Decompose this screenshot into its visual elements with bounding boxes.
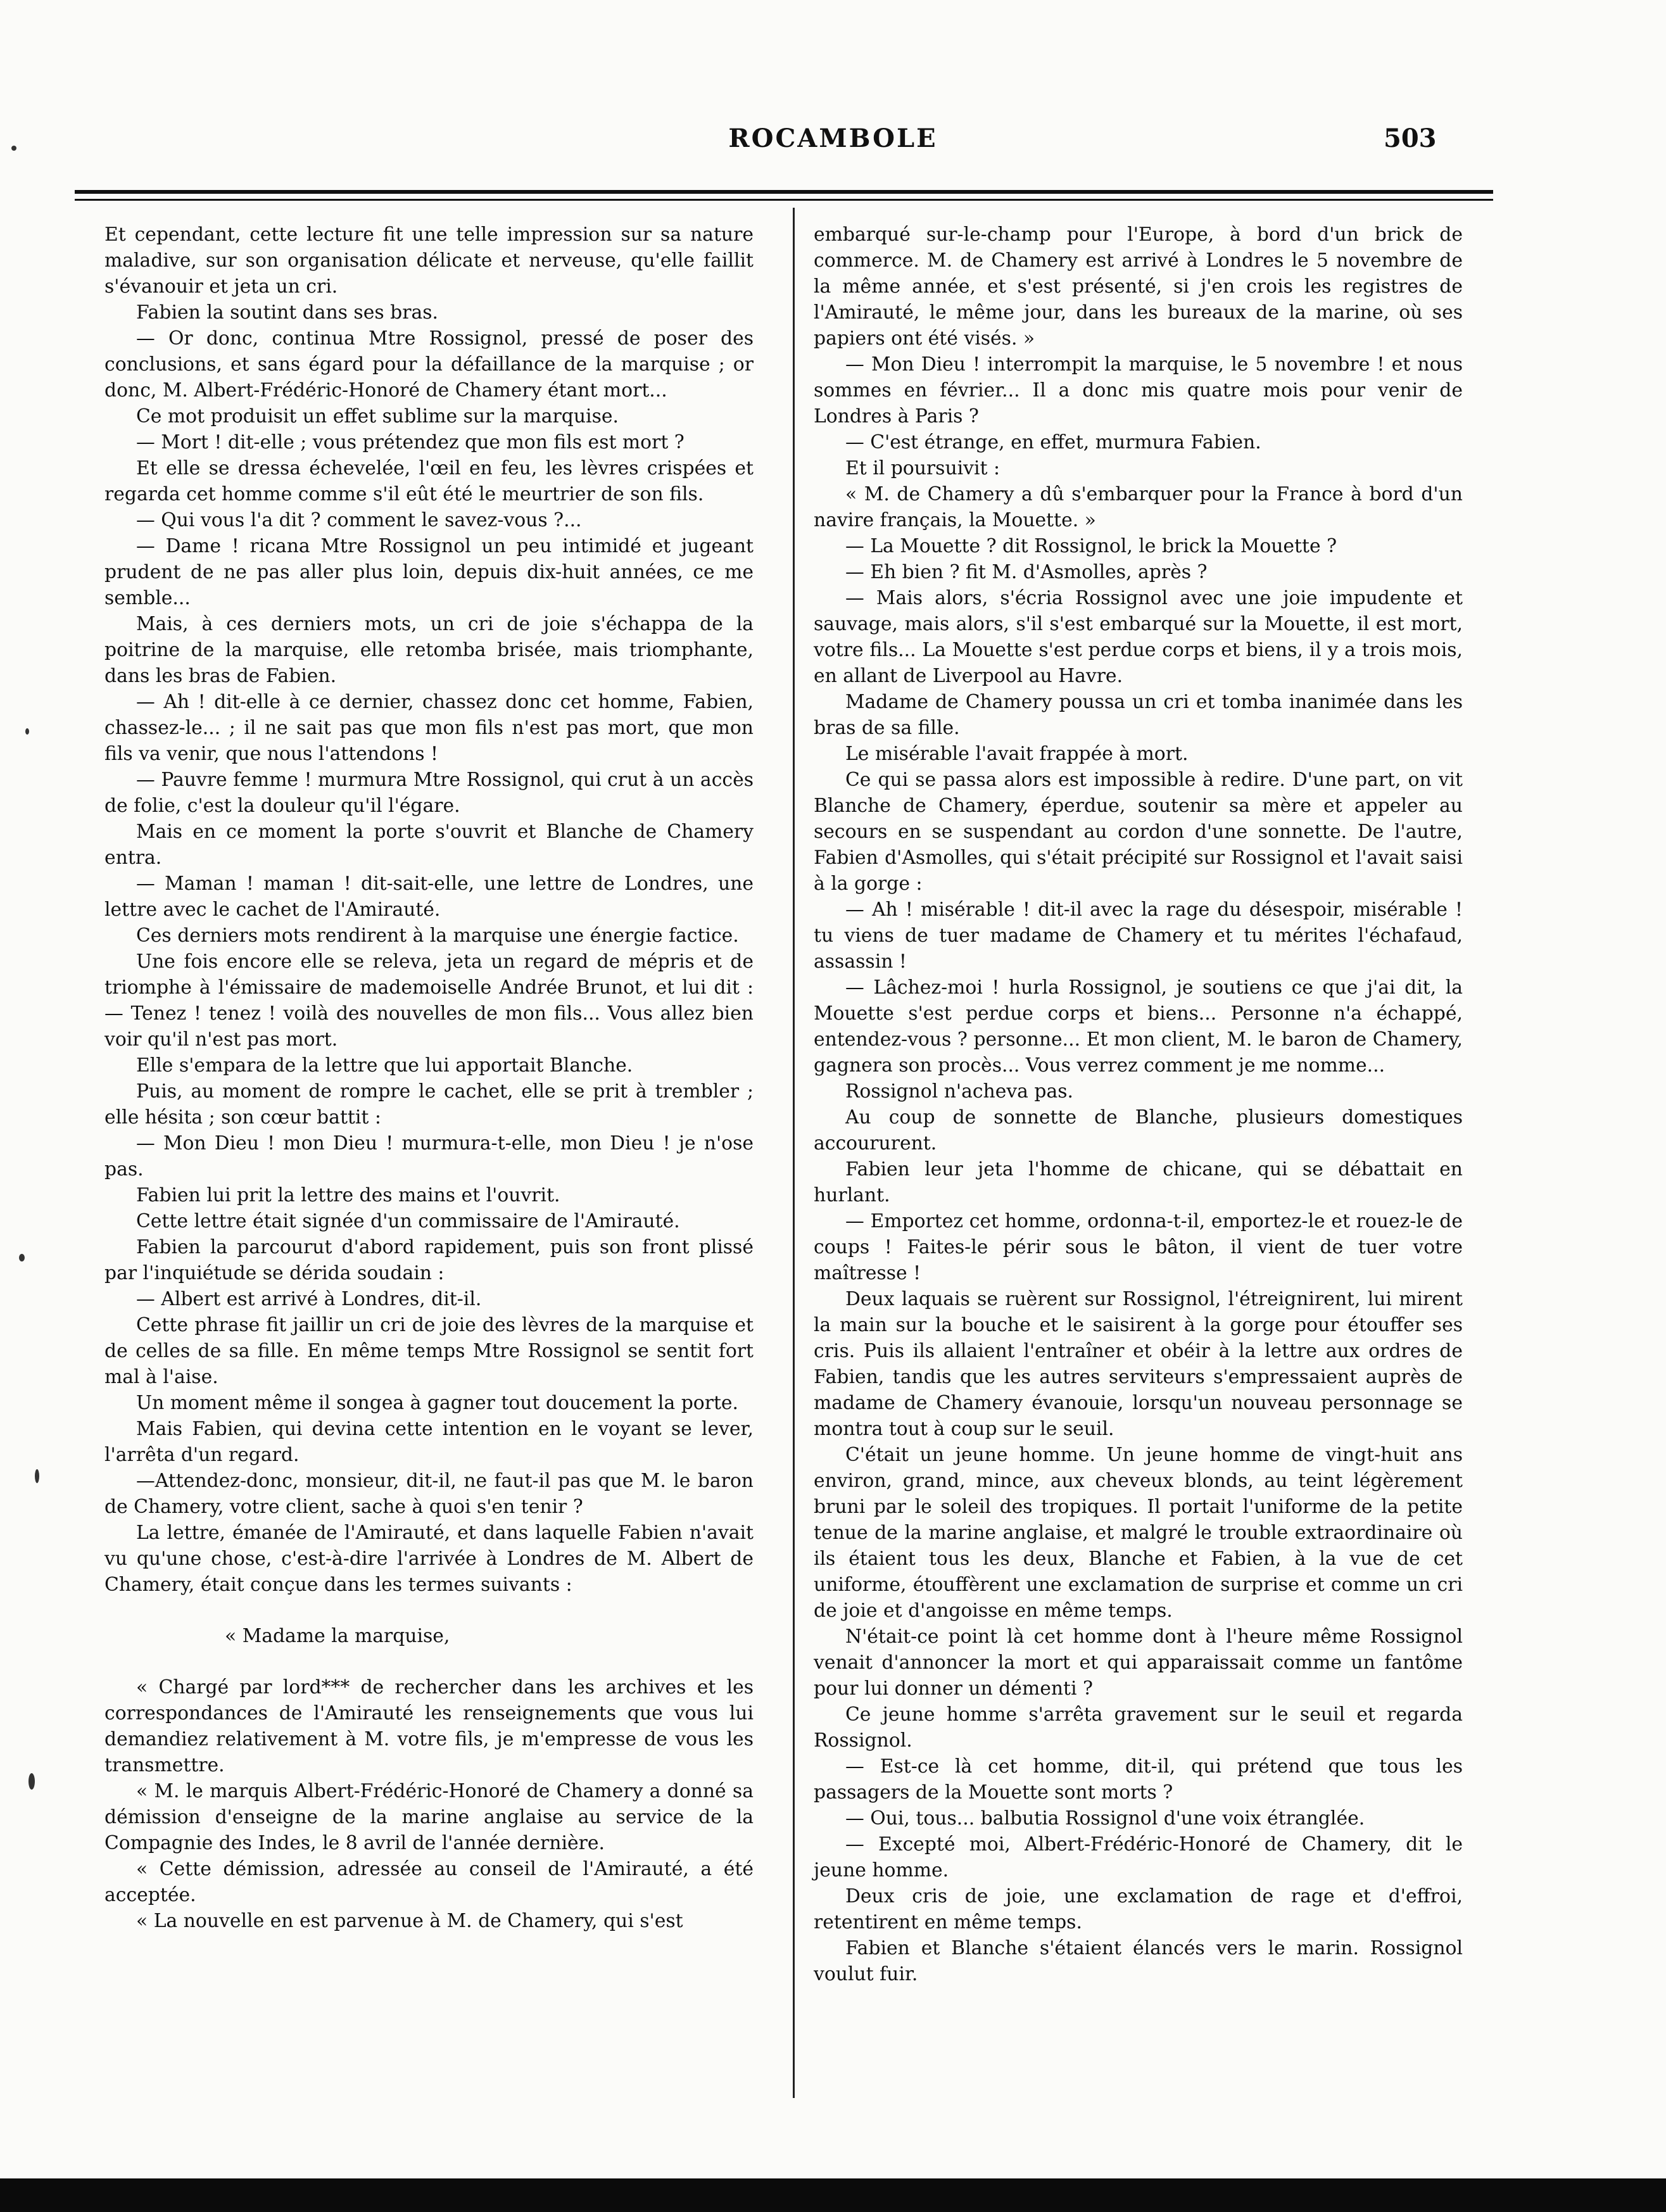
paragraph: — Lâchez-moi ! hurla Rossignol, je soutiens ce que j'ai dit, la Mouette s'est perdue corps et biens... Personne n'a échappé, entendez-vous ? personne... Et mon client, M. le baron de Chamery, gagnera son procès... Vous verrez comment je me nomme...: [814, 976, 1463, 1077]
header-rule-thick: [75, 190, 1493, 194]
paragraph: Mais, à ces derniers mots, un cri de joie s'échappa de la poitrine de la marquise, elle retomba brisée, mais triomphante, dans les bras de Fabien.: [104, 613, 754, 687]
paragraph: Fabien et Blanche s'étaient élancés vers le marin. Rossignol voulut fuir.: [814, 1937, 1463, 1985]
paragraph: — Dame ! ricana Mtre Rossignol un peu intimidé et jugeant prudent de ne pas aller plus loin, depuis dix-huit années, ce me semble...: [104, 535, 754, 609]
paragraph: « M. de Chamery a dû s'embarquer pour la France à bord d'un navire français, la Mouette. »: [814, 483, 1463, 531]
scan-speck: [28, 1773, 35, 1790]
paragraph: Puis, au moment de rompre le cachet, elle se prit à trembler ; elle hésita ; son cœur battit :: [104, 1080, 754, 1128]
column-divider: [793, 208, 795, 2098]
paragraph: Et cependant, cette lecture fit une telle impression sur sa nature maladive, sur son organisation délicate et nerveuse, qu'elle faillit s'évanouir et jeta un cri.: [104, 224, 754, 298]
paragraph: — Ah ! dit-elle à ce dernier, chassez donc cet homme, Fabien, chassez-le... ; il ne sait pas que mon fils n'est pas mort, que mon fils va venir, que nous l'attendons !: [104, 691, 754, 765]
letter-paragraph: « La nouvelle en est parvenue à M. de Chamery, qui s'est: [136, 1910, 683, 1932]
paragraph: Le misérable l'avait frappée à mort.: [845, 743, 1189, 765]
paragraph: Rossignol n'acheva pas.: [845, 1080, 1074, 1103]
paragraph: La lettre, émanée de l'Amirauté, et dans laquelle Fabien n'avait vu qu'une chose, c'est-à-dire l'arrivée à Londres de M. Albert de Chamery, était conçue dans les termes suivants :: [104, 1522, 754, 1596]
scan-margin-noise: [0, 0, 57, 2212]
paragraph: Et il poursuivit :: [845, 457, 1000, 479]
paragraph: — Mort ! dit-elle ; vous prétendez que mon fils est mort ?: [136, 431, 685, 453]
letter-paragraph: « M. le marquis Albert-Frédéric-Honoré de Chamery a donné sa démission d'enseigne de la marine anglaise au service de la Compagnie des Indes, le 8 avril de l'année dernière.: [104, 1780, 754, 1854]
paragraph: Une fois encore elle se releva, jeta un regard de mépris et de triomphe à l'émissaire de mademoiselle Andrée Brunot, et lui dit : — Tenez ! tenez ! voilà des nouvelles de mon fils... Vous allez bien voir qu'il n'est pas mort.: [104, 951, 754, 1051]
paragraph: Madame de Chamery poussa un cri et tomba inanimée dans les bras de sa fille.: [814, 691, 1463, 739]
paragraph: Fabien lui prit la lettre des mains et l'ouvrit.: [136, 1184, 560, 1206]
paragraph: Ce qui se passa alors est impossible à redire. D'une part, on vit Blanche de Chamery, éperdue, soutenir sa mère et appeler au secours en se suspendant au cordon d'une sonnette. De l'autre, Fabien d'Asmolles, qui s'était précipité sur Rossignol et l'avait saisi à la gorge :: [814, 769, 1463, 895]
paragraph: — Mais alors, s'écria Rossignol avec une joie impudente et sauvage, mais alors, s'il s'est embarqué sur la Mouette, il est mort, votre fils... La Mouette s'est perdue corps et biens, il y a trois mois, en allant de Liverpool au Havre.: [814, 587, 1463, 687]
paragraph: Cette lettre était signée d'un commissaire de l'Amirauté.: [136, 1210, 680, 1232]
paragraph: — Est-ce là cet homme, dit-il, qui prétend que tous les passagers de la Mouette sont morts ?: [814, 1755, 1463, 1804]
paragraph: — Qui vous l'a dit ? comment le savez-vous ?...: [136, 509, 582, 531]
letter-paragraph: « Chargé par lord*** de rechercher dans les archives et les correspondances de l'Amirauté les renseignements que vous lui demandiez relativement à M. votre fils, je m'empresse de vous les transmettre.: [104, 1676, 754, 1776]
paragraph: Ce mot produisit un effet sublime sur la marquise.: [136, 405, 619, 427]
paragraph: Cette phrase fit jaillir un cri de joie des lèvres de la marquise et de celles de sa fille. En même temps Mtre Rossignol se sentit fort mal à l'aise.: [104, 1314, 754, 1388]
paragraph: — Or donc, continua Mtre Rossignol, pressé de poser des conclusions, et sans égard pour la défaillance de la marquise ; or donc, M. Albert-Frédéric-Honoré de Chamery étant mort...: [104, 327, 754, 401]
paragraph: — Excepté moi, Albert-Frédéric-Honoré de Chamery, dit le jeune homme.: [814, 1833, 1463, 1881]
paragraph: —Attendez-donc, monsieur, dit-il, ne faut-il pas que M. le baron de Chamery, votre client, sache à quoi s'en tenir ?: [104, 1470, 754, 1518]
paragraph: — C'est étrange, en effet, murmura Fabien.: [845, 431, 1261, 453]
scan-speck: [25, 728, 29, 735]
paragraph: Elle s'empara de la lettre que lui apportait Blanche.: [136, 1054, 633, 1077]
header-rule-thin: [75, 199, 1493, 201]
paragraph: Et elle se dressa échevelée, l'œil en feu, les lèvres crispées et regarda cet homme comme s'il eût été le meurtrier de son fils.: [104, 457, 754, 505]
paragraph: — Oui, tous... balbutia Rossignol d'une voix étranglée.: [845, 1807, 1365, 1830]
paragraph: Deux laquais se ruèrent sur Rossignol, l'étreignirent, lui mirent la main sur la bouche et le saisirent à la gorge pour étouffer ses cris. Puis ils allaient l'entraîner et obéir à la lettre aux ordres de Fabien, tandis que les autres serviteurs s'empressaient auprès de madame de Chamery évanouie, lorsqu'un nouveau personnage se montra tout à coup sur le seuil.: [814, 1288, 1463, 1440]
paragraph: — La Mouette ? dit Rossignol, le brick la Mouette ?: [845, 535, 1337, 557]
paragraph: embarqué sur-le-champ pour l'Europe, à bord d'un brick de commerce. M. de Chamery est arrivé à Londres le 5 novembre de la même année, et s'est présenté, si j'en crois les registres de l'Amirauté, le même jour, dans les bureaux de la marine, où ses papiers ont été visés. »: [814, 224, 1463, 350]
paragraph: Fabien la parcourut d'abord rapidement, puis son front plissé par l'inquiétude se dérida soudain :: [104, 1236, 754, 1284]
paragraph: Fabien leur jeta l'homme de chicane, qui se débattait en hurlant.: [814, 1158, 1463, 1206]
letter-paragraph: « Cette démission, adressée au conseil de l'Amirauté, a été acceptée.: [104, 1858, 754, 1906]
paragraph: — Mon Dieu ! mon Dieu ! murmura-t-elle, mon Dieu ! je n'ose pas.: [104, 1132, 754, 1180]
paragraph: Un moment même il songea à gagner tout doucement la porte.: [136, 1392, 739, 1414]
paragraph: — Ah ! misérable ! dit-il avec la rage du désespoir, misérable ! tu viens de tuer madame de Chamery et tu mérites l'échafaud, assassin !: [814, 899, 1463, 973]
paragraph: — Mon Dieu ! interrompit la marquise, le 5 novembre ! et nous sommes en février... Il a donc mis quatre mois pour venir de Londres à Paris ?: [814, 353, 1463, 427]
paragraph: Ces derniers mots rendirent à la marquise une énergie factice.: [136, 925, 739, 947]
paragraph: — Albert est arrivé à Londres, dit-il.: [136, 1288, 482, 1310]
paragraph: — Eh bien ? fit M. d'Asmolles, après ?: [845, 561, 1208, 583]
paragraph: Au coup de sonnette de Blanche, plusieurs domestiques accoururent.: [814, 1106, 1463, 1154]
running-title: ROCAMBOLE: [728, 123, 938, 153]
scan-speck: [19, 1254, 25, 1261]
scan-speck: [35, 1469, 39, 1483]
paragraph: Ce jeune homme s'arrêta gravement sur le seuil et regarda Rossignol.: [814, 1703, 1463, 1752]
letter-salutation: « Madame la marquise,: [225, 1625, 450, 1647]
right-column: [814, 222, 1463, 1987]
paragraph: — Pauvre femme ! murmura Mtre Rossignol, qui crut à un accès de folie, c'est la douleur qu'il l'égare.: [104, 769, 754, 817]
paragraph: N'était-ce point là cet homme dont à l'heure même Rossignol venait d'annoncer la mort et qui apparaissait comme un fantôme pour lui donner un démenti ?: [814, 1626, 1463, 1700]
paragraph: Mais Fabien, qui devina cette intention en le voyant se lever, l'arrêta d'un regard.: [104, 1418, 754, 1466]
scan-speck: [11, 146, 16, 151]
paragraph: — Maman ! maman ! dit-sait-elle, une lettre de Londres, une lettre avec le cachet de l'Amirauté.: [104, 873, 754, 921]
paragraph: Mais en ce moment la porte s'ouvrit et Blanche de Chamery entra.: [104, 821, 754, 869]
page-number: 503: [1384, 123, 1437, 153]
paragraph: Fabien la soutint dans ses bras.: [136, 301, 438, 324]
paragraph: — Emportez cet homme, ordonna-t-il, emportez-le et rouez-le de coups ! Faites-le périr sous le bâton, il vient de tuer votre maîtresse !: [814, 1210, 1463, 1284]
paragraph: C'était un jeune homme. Un jeune homme de vingt-huit ans environ, grand, mince, aux cheveux blonds, au teint légèrement bruni par le soleil des tropiques. Il portait l'uniforme de la petite tenue de la marine anglaise, et malgré le trouble extraordinaire où ils étaient tous les deux, Blanche et Fabien, à la vue de cet uniforme, étouffèrent une exclamation de surprise et comme un cri de joie et d'angoisse en même temps.: [814, 1444, 1463, 1622]
bottom-scan-edge: [0, 2178, 1666, 2212]
left-column: [104, 222, 754, 1934]
paragraph: Deux cris de joie, une exclamation de rage et d'effroi, retentirent en même temps.: [814, 1885, 1463, 1933]
